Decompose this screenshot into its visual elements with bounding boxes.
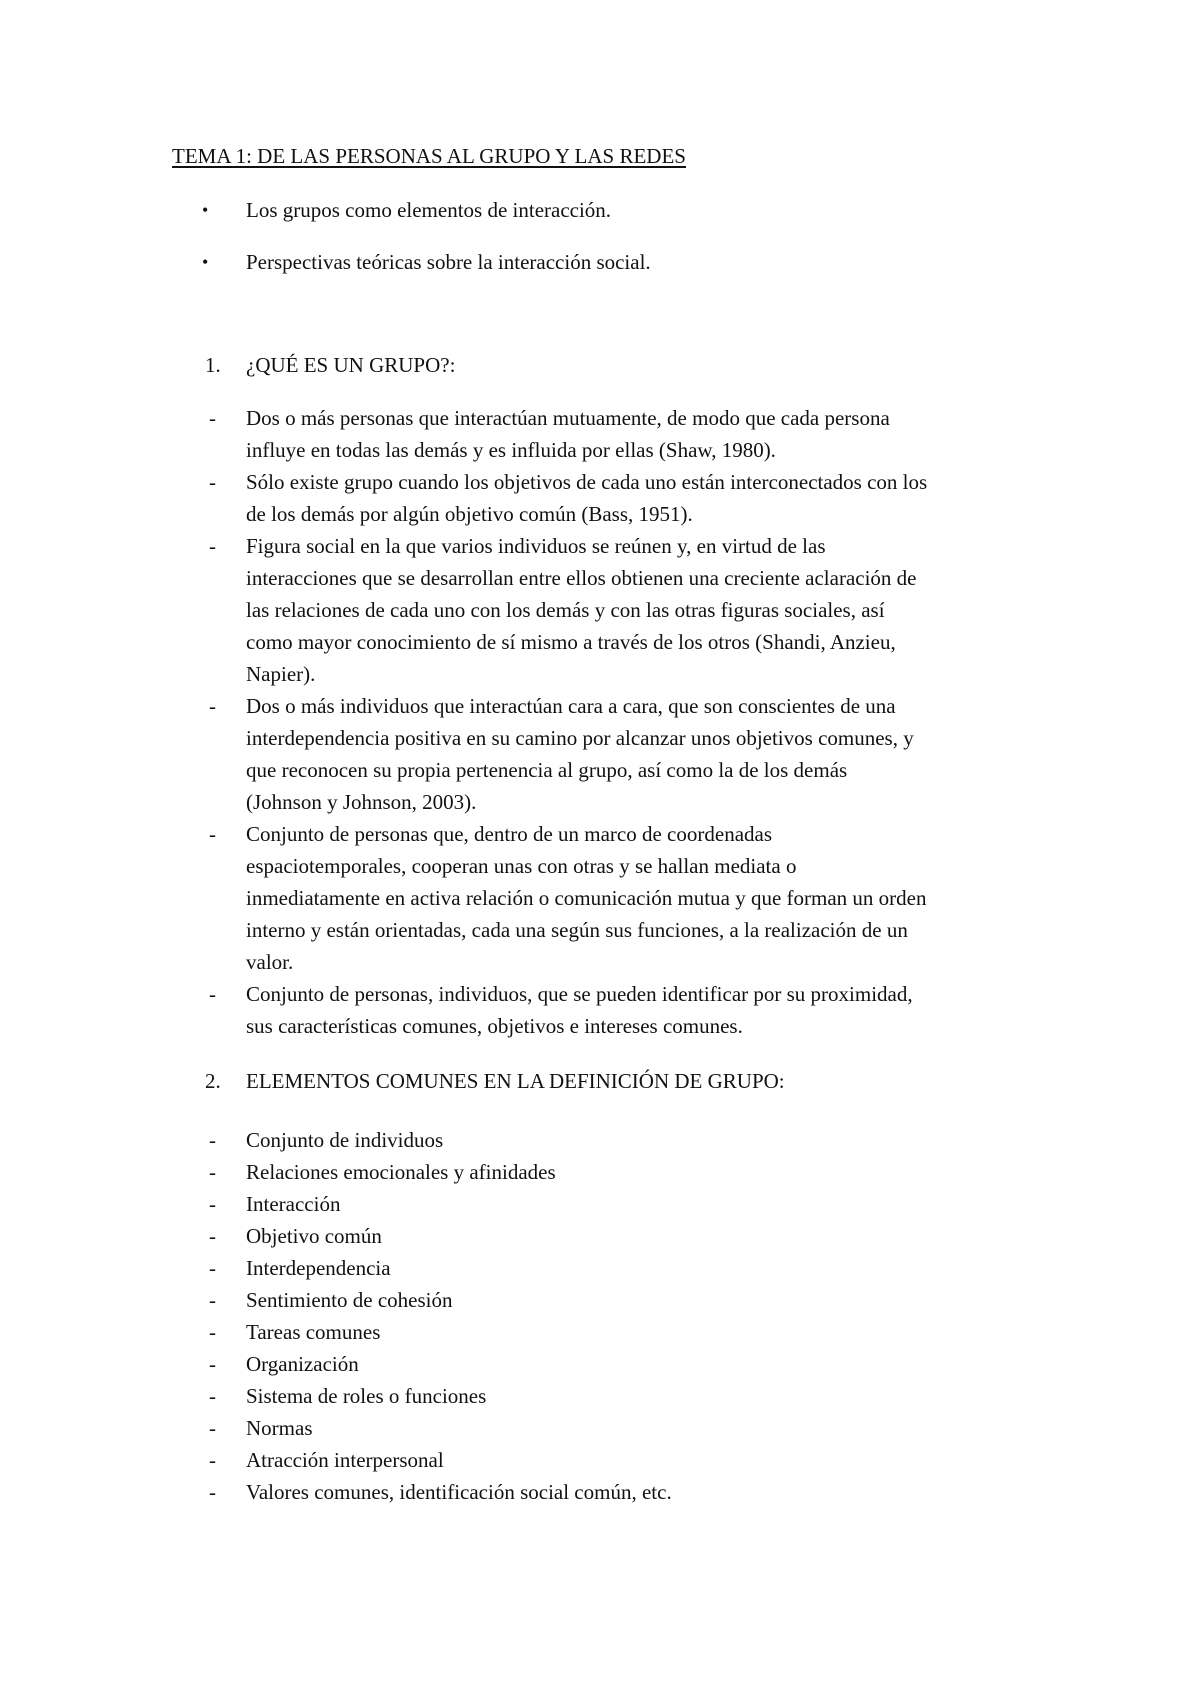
section-heading: [172, 1068, 1072, 1118]
dash-marker: -: [209, 694, 216, 718]
list-item: [172, 1156, 1072, 1188]
intro-bullet-item: [172, 197, 1072, 249]
dash-marker: -: [209, 1128, 216, 1152]
list-item: [172, 530, 1072, 690]
item-line: espaciotemporales, cooperan unas con otras y se hallan mediata o: [246, 854, 797, 878]
item-line: Napier).: [246, 662, 316, 686]
item-line: Objetivo común: [246, 1224, 382, 1248]
item-line: Relaciones emocionales y afinidades: [246, 1160, 556, 1184]
item-line: Dos o más personas que interactúan mutuamente, de modo que cada persona: [246, 406, 890, 430]
list-item: [172, 1124, 1072, 1156]
item-line: que reconocen su propia pertenencia al grupo, así como la de los demás: [246, 758, 848, 782]
list-item: [172, 978, 1072, 1042]
list-item: [172, 1380, 1072, 1412]
item-line: Atracción interpersonal: [246, 1448, 444, 1472]
list-item: [172, 1348, 1072, 1380]
page-title: TEMA 1: DE LAS PERSONAS AL GRUPO Y LAS REDES: [172, 144, 686, 168]
dash-marker: -: [209, 470, 216, 494]
item-line: como mayor conocimiento de sí mismo a través de los otros (Shandi, Anzieu,: [246, 630, 896, 654]
dash-marker: -: [209, 1192, 216, 1216]
section-title: ELEMENTOS COMUNES EN LA DEFINICIÓN DE GRUPO:: [246, 1069, 785, 1093]
item-line: Interacción: [246, 1192, 341, 1216]
section-heading: [172, 352, 1072, 402]
item-line: las relaciones de cada uno con los demás y con las otras figuras sociales, así: [246, 598, 885, 622]
item-line: interacciones que se desarrollan entre ellos obtienen una creciente aclaración de: [246, 566, 917, 590]
item-line: inmediatamente en activa relación o comunicación mutua y que forman un orden: [246, 886, 927, 910]
item-line: interdependencia positiva en su camino por alcanzar unos objetivos comunes, y: [246, 726, 914, 750]
item-line: de los demás por algún objetivo común (Bass, 1951).: [246, 502, 693, 526]
dash-marker: -: [209, 822, 216, 846]
section-title: ¿QUÉ ES UN GRUPO?:: [246, 353, 456, 377]
item-line: Valores comunes, identificación social común, etc.: [246, 1480, 672, 1504]
section-elementos-comunes: [172, 1068, 1072, 1508]
dash-marker: -: [209, 1320, 216, 1344]
item-line: Figura social en la que varios individuos se reúnen y, en virtud de las: [246, 534, 826, 558]
dash-marker: -: [209, 1416, 216, 1440]
item-line: Dos o más individuos que interactúan cara a cara, que son conscientes de una: [246, 694, 896, 718]
list-item: [172, 1316, 1072, 1348]
item-line: influye en todas las demás y es influida por ellas (Shaw, 1980).: [246, 438, 776, 462]
item-line: sus características comunes, objetivos e intereses comunes.: [246, 1014, 743, 1038]
dash-marker: -: [209, 1288, 216, 1312]
list-item: [172, 402, 1072, 466]
dash-marker: -: [209, 1352, 216, 1376]
dash-marker: -: [209, 1480, 216, 1504]
item-line: Interdependencia: [246, 1256, 391, 1280]
list-item: [172, 1284, 1072, 1316]
item-line: interno y están orientadas, cada una según sus funciones, a la realización de un: [246, 918, 908, 942]
item-line: Sistema de roles o funciones: [246, 1384, 487, 1408]
dash-marker: -: [209, 1256, 216, 1280]
item-line: (Johnson y Johnson, 2003).: [246, 790, 477, 814]
dash-marker: -: [209, 406, 216, 430]
dash-marker: -: [209, 1448, 216, 1472]
list-item: [172, 1476, 1072, 1508]
list-item: [172, 1412, 1072, 1444]
definition-list: [172, 402, 1072, 1042]
bullet-text: Los grupos como elementos de interacción.: [246, 198, 612, 222]
item-line: Conjunto de personas que, dentro de un marco de coordenadas: [246, 822, 773, 846]
item-line: Organización: [246, 1352, 359, 1376]
list-item: [172, 1444, 1072, 1476]
list-item: [172, 466, 1072, 530]
list-item: [172, 1220, 1072, 1252]
section-que-es-un-grupo: [172, 352, 1072, 1042]
section-number: 2.: [205, 1069, 221, 1093]
elements-list: [172, 1124, 1072, 1508]
bullet-text: Perspectivas teóricas sobre la interacción social.: [246, 250, 651, 274]
bullet-icon: •: [202, 200, 209, 220]
dash-marker: -: [209, 534, 216, 558]
dash-marker: -: [209, 982, 216, 1006]
list-item: [172, 818, 1072, 978]
dash-marker: -: [209, 1384, 216, 1408]
list-item: [172, 1252, 1072, 1284]
item-line: Conjunto de personas, individuos, que se pueden identificar por su proximidad,: [246, 982, 913, 1006]
dash-marker: -: [209, 1224, 216, 1248]
dash-marker: -: [209, 1160, 216, 1184]
list-item: [172, 690, 1072, 818]
item-line: Normas: [246, 1416, 313, 1440]
item-line: Tareas comunes: [246, 1320, 381, 1344]
bullet-icon: •: [202, 252, 209, 272]
item-line: Conjunto de individuos: [246, 1128, 444, 1152]
item-line: Sólo existe grupo cuando los objetivos de cada uno están interconectados con los: [246, 470, 928, 494]
item-line: valor.: [246, 950, 294, 974]
section-number: 1.: [205, 353, 221, 377]
intro-bullet-list: [172, 197, 1072, 301]
item-line: Sentimiento de cohesión: [246, 1288, 453, 1312]
intro-bullet-item: [172, 249, 1072, 301]
list-item: [172, 1188, 1072, 1220]
